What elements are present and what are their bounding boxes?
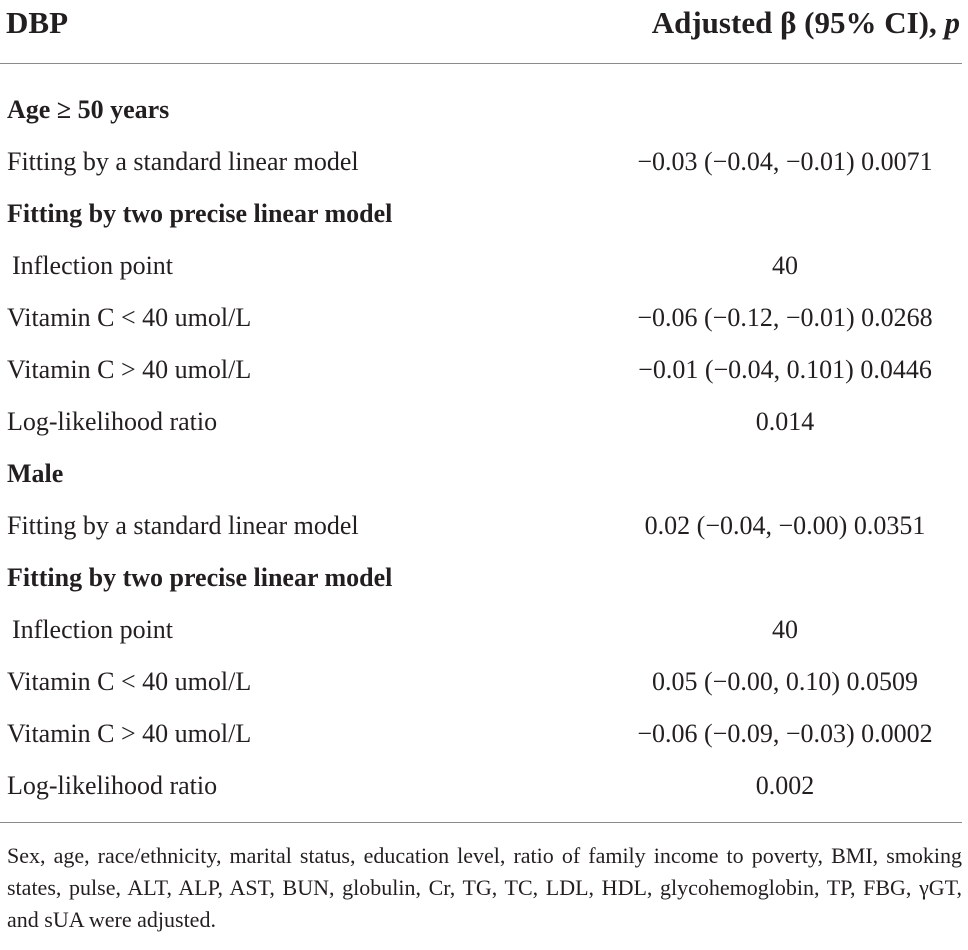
row-value: 40 bbox=[772, 251, 798, 280]
table-row bbox=[0, 770, 968, 822]
section-heading-male: Male bbox=[7, 459, 64, 488]
row-label: Vitamin C < 40 umol/L bbox=[7, 667, 252, 696]
table-row bbox=[0, 146, 968, 198]
column-header-p-symbol: p bbox=[944, 5, 960, 40]
column-header-adjusted-beta-text: Adjusted β (95% CI), bbox=[651, 5, 945, 40]
table-row bbox=[0, 354, 968, 406]
row-value: 0.002 bbox=[755, 771, 815, 800]
row-value: 0.05 (−0.00, 0.10) 0.0509 bbox=[652, 667, 918, 696]
row-label: Log-likelihood ratio bbox=[7, 771, 218, 800]
row-label: Fitting by a standard linear model bbox=[7, 147, 359, 176]
row-value: −0.01 (−0.04, 0.101) 0.0446 bbox=[638, 355, 932, 384]
table-row bbox=[0, 302, 968, 354]
subsection-heading: Fitting by two precise linear model bbox=[7, 563, 393, 592]
table-row bbox=[0, 250, 968, 302]
table-row bbox=[0, 406, 968, 458]
header-divider bbox=[0, 63, 962, 64]
row-label: Vitamin C > 40 umol/L bbox=[7, 719, 252, 748]
table-row bbox=[0, 614, 968, 666]
table-row bbox=[0, 562, 968, 614]
table-row bbox=[0, 94, 968, 146]
row-value: −0.03 (−0.04, −0.01) 0.0071 bbox=[637, 147, 933, 176]
column-header-dbp: DBP bbox=[6, 5, 68, 40]
row-label: Log-likelihood ratio bbox=[7, 407, 218, 436]
row-value: −0.06 (−0.09, −0.03) 0.0002 bbox=[637, 719, 933, 748]
row-value: −0.06 (−0.12, −0.01) 0.0268 bbox=[637, 303, 933, 332]
row-value: 0.014 bbox=[755, 407, 815, 436]
row-label: Vitamin C < 40 umol/L bbox=[7, 303, 252, 332]
row-label: Inflection point bbox=[12, 615, 174, 644]
table-row bbox=[0, 666, 968, 718]
table-row bbox=[0, 198, 968, 250]
row-value: 0.02 (−0.04, −0.00) 0.0351 bbox=[644, 511, 926, 540]
table-row bbox=[0, 458, 968, 510]
table-row bbox=[0, 510, 968, 562]
row-label: Vitamin C > 40 umol/L bbox=[7, 355, 252, 384]
table-footnote: Sex, age, race/ethnicity, marital status, education level, ratio of family income to poverty, BMI, smoking states, pulse, ALT, ALP, AST, BUN, globulin, Cr, TG, TC, LDL, HDL, glycohemoglobin, TP, FBG, γGT, and sUA were adjusted. bbox=[7, 843, 962, 932]
row-label: Fitting by a standard linear model bbox=[7, 511, 359, 540]
row-label: Inflection point bbox=[12, 251, 174, 280]
row-value: 40 bbox=[772, 615, 798, 644]
section-heading-age: Age ≥ 50 years bbox=[7, 95, 170, 124]
table-header-row bbox=[0, 0, 968, 62]
table-row bbox=[0, 718, 968, 770]
column-header-adjusted-beta bbox=[652, 4, 960, 42]
footer-divider bbox=[0, 822, 962, 823]
subsection-heading: Fitting by two precise linear model bbox=[7, 199, 393, 228]
